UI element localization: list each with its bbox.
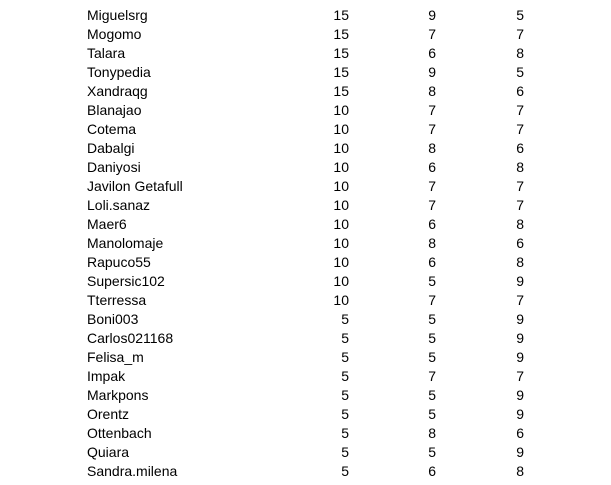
score-cell: 5 (341, 387, 349, 403)
user-name-cell: Dabalgi (87, 140, 135, 156)
score-cell: 5 (341, 311, 349, 327)
score-cell: 10 (333, 216, 349, 232)
user-name-cell: Manolomaje (87, 235, 164, 251)
user-name-cell: Xandraqg (87, 83, 148, 99)
user-name-cell: Impak (87, 368, 126, 384)
count-cell-2: 6 (516, 425, 524, 441)
user-name-cell: Rapuco55 (87, 254, 151, 270)
count-cell-2: 7 (516, 121, 524, 137)
count-cell-1: 8 (428, 425, 436, 441)
count-cell-2: 9 (516, 330, 524, 346)
count-cell-1: 6 (428, 159, 436, 175)
count-cell-2: 8 (516, 45, 524, 61)
table-row (0, 215, 611, 234)
table-row (0, 462, 611, 481)
score-cell: 5 (341, 349, 349, 365)
count-cell-2: 7 (516, 292, 524, 308)
user-name-cell: Supersic102 (87, 273, 165, 289)
count-cell-1: 7 (428, 102, 436, 118)
count-cell-1: 5 (428, 311, 436, 327)
table-row (0, 25, 611, 44)
user-name-cell: Quiara (87, 444, 130, 460)
table-row (0, 196, 611, 215)
count-cell-1: 9 (428, 7, 436, 23)
table-row (0, 443, 611, 462)
score-cell: 15 (333, 83, 349, 99)
score-cell: 10 (333, 178, 349, 194)
count-cell-1: 6 (428, 45, 436, 61)
score-cell: 10 (333, 102, 349, 118)
user-name-cell: Tterressa (87, 292, 147, 308)
count-cell-2: 8 (516, 463, 524, 479)
user-name-cell: Cotema (87, 121, 137, 137)
count-cell-1: 7 (428, 368, 436, 384)
user-name-cell: Loli.sanaz (87, 197, 151, 213)
table-row (0, 82, 611, 101)
score-cell: 5 (341, 425, 349, 441)
count-cell-2: 6 (516, 83, 524, 99)
count-cell-2: 8 (516, 216, 524, 232)
count-cell-1: 5 (428, 387, 436, 403)
user-name-cell: Markpons (87, 387, 149, 403)
table-row (0, 6, 611, 25)
count-cell-1: 7 (428, 292, 436, 308)
score-cell: 10 (333, 159, 349, 175)
table-row (0, 101, 611, 120)
count-cell-1: 6 (428, 254, 436, 270)
score-cell: 10 (333, 273, 349, 289)
count-cell-2: 9 (516, 349, 524, 365)
user-name-cell: Felisa_m (87, 349, 144, 365)
count-cell-2: 9 (516, 311, 524, 327)
count-cell-1: 5 (428, 444, 436, 460)
count-cell-2: 7 (516, 178, 524, 194)
count-cell-2: 7 (516, 102, 524, 118)
table-row (0, 424, 611, 443)
count-cell-1: 5 (428, 406, 436, 422)
count-cell-1: 7 (428, 178, 436, 194)
user-name-cell: Ottenbach (87, 425, 152, 441)
score-cell: 15 (333, 26, 349, 42)
table-row (0, 63, 611, 82)
user-name-cell: Maer6 (87, 216, 127, 232)
table-row (0, 44, 611, 63)
user-name-cell: Carlos021168 (87, 330, 174, 346)
score-cell: 5 (341, 330, 349, 346)
count-cell-1: 7 (428, 26, 436, 42)
table-row (0, 310, 611, 329)
count-cell-2: 8 (516, 254, 524, 270)
count-cell-1: 5 (428, 330, 436, 346)
table-row (0, 367, 611, 386)
count-cell-1: 5 (428, 349, 436, 365)
count-cell-1: 8 (428, 83, 436, 99)
score-cell: 10 (333, 254, 349, 270)
count-cell-2: 7 (516, 368, 524, 384)
table-row (0, 120, 611, 139)
table-row (0, 177, 611, 196)
user-name-cell: Blanajao (87, 102, 142, 118)
table-row (0, 348, 611, 367)
table-row (0, 291, 611, 310)
score-cell: 10 (333, 197, 349, 213)
count-cell-1: 7 (428, 197, 436, 213)
table-row (0, 405, 611, 424)
user-name-cell: Talara (87, 45, 126, 61)
user-name-cell: Tonypedia (87, 64, 151, 80)
score-cell: 10 (333, 235, 349, 251)
score-cell: 10 (333, 292, 349, 308)
table-row (0, 234, 611, 253)
score-cell: 5 (341, 406, 349, 422)
table-row (0, 329, 611, 348)
count-cell-2: 6 (516, 235, 524, 251)
user-name-cell: Mogomo (87, 26, 142, 42)
table-row (0, 139, 611, 158)
count-cell-1: 9 (428, 64, 436, 80)
user-name-cell: Boni003 (87, 311, 139, 327)
count-cell-2: 9 (516, 387, 524, 403)
score-cell: 15 (333, 7, 349, 23)
score-cell: 15 (333, 45, 349, 61)
count-cell-2: 8 (516, 159, 524, 175)
count-cell-1: 6 (428, 216, 436, 232)
score-cell: 5 (341, 444, 349, 460)
count-cell-2: 9 (516, 406, 524, 422)
user-name-cell: Miguelsrg (87, 7, 148, 23)
count-cell-1: 8 (428, 235, 436, 251)
table-row (0, 386, 611, 405)
count-cell-1: 7 (428, 121, 436, 137)
user-name-cell: Javilon Getafull (87, 178, 183, 194)
score-cell: 5 (341, 463, 349, 479)
count-cell-2: 5 (516, 64, 524, 80)
score-cell: 5 (341, 368, 349, 384)
table-row (0, 253, 611, 272)
user-name-cell: Daniyosi (87, 159, 141, 175)
user-name-cell: Orentz (87, 406, 130, 422)
count-cell-2: 6 (516, 140, 524, 156)
score-cell: 15 (333, 64, 349, 80)
count-cell-2: 5 (516, 7, 524, 23)
count-cell-1: 8 (428, 140, 436, 156)
count-cell-2: 7 (516, 26, 524, 42)
table-row (0, 158, 611, 177)
count-cell-2: 9 (516, 444, 524, 460)
count-cell-1: 5 (428, 273, 436, 289)
score-cell: 10 (333, 140, 349, 156)
table-row (0, 272, 611, 291)
count-cell-2: 7 (516, 197, 524, 213)
count-cell-2: 9 (516, 273, 524, 289)
user-name-cell: Sandra.milena (87, 463, 178, 479)
score-cell: 10 (333, 121, 349, 137)
count-cell-1: 6 (428, 463, 436, 479)
